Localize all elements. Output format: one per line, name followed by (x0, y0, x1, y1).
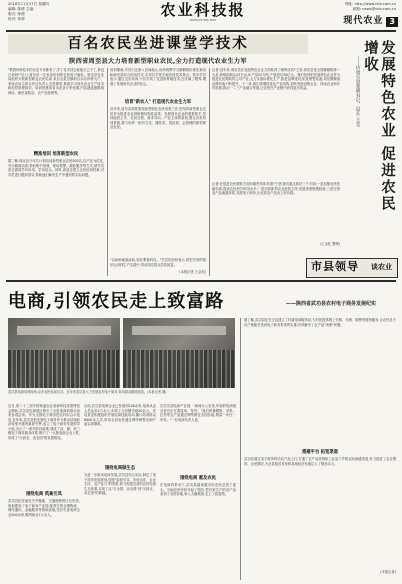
header-editor-line: 编辑: 陈俊 主编: (8, 7, 35, 11)
story2-col-d-text: 据了解,武功县还在全县建立了村级电商服务站,为村民提供网上代购、代销、缴费等便民服务,让农民足不出户就能享受到电子商务带来的实惠,有效解决了农产品"卖难"问题。 (244, 318, 396, 327)
header-email[interactable]: 邮箱: news@nkb.com.cn (352, 7, 396, 11)
side-slogan: 发展特色农业 促进农民增收 (362, 40, 396, 213)
story2-col-c2-text: 在电商的带动下,武功县越来越多的农民尝到了甜头。当地农民纷纷开起了网店,把自家生产的农产品卖到了全国各地,收入大幅增加,走上了致富路。 (160, 483, 236, 496)
page-number: 3 (386, 17, 398, 27)
band-tail: 谈农业 (371, 263, 392, 271)
story2-subtitle-b: 围绕电商做生态 (104, 466, 136, 471)
section-label (300, 16, 398, 28)
header-website[interactable]: 网址: http://www.nkb.com.cn (344, 2, 396, 6)
story2-col-c-text: 在武功县电商产业园,一间间办公室里,年轻的电商创业者们正忙着接单、发货。"我们的猕猴桃、苹果、红枣等农产品通过网络销往全国各地,销量一年比一年好。"一位电商负责人说。 (160, 404, 236, 422)
header-rule (6, 30, 396, 32)
story2-col-b-text: 目前,武功县电商企业已发展到100余家,电商从业人员达到2万余人,年网上交易额突破20亿元。武功县还积极组织开展电商技能培训,累计培训群众8000余人次,带动全县农民通过网络销售农副产品实现增收。 (84, 404, 156, 426)
story1-col1b-text: 据了解,周至县今年共计划培训新型职业农民500名,以产业为依托,突出精准培训,采取集中授课、现场观摩、跟踪服务等方式,使学员真正做到学有所用、学用结合。同时,该县还建立农民培训档案,对学员进行跟踪指导,帮助他们解决生产中遇到的实际问题。 (8, 159, 104, 177)
header-layout-line: 版式: 陈俊 (8, 12, 25, 16)
photo-classroom-right (123, 318, 235, 388)
header-proof-line: 校对: 郭翠 (8, 17, 25, 21)
header-right-info (284, 2, 396, 12)
story-separator (6, 280, 396, 282)
story2-subhead: ——陕西省武功县农村电子商务发展纪实 (286, 301, 377, 307)
column-rule (209, 68, 210, 276)
story1-col2-text: 培训期间,学员们还深入田间地头,现场观摩学习猕猴桃标准化栽培和病虫害综合防治技术,专家们手把手地传授技术要点。很多学员表示,通过这次培训,不仅学到了先进的种植技术,还开阔了眼界,增强了发展现代农业的信心。 (110, 68, 206, 86)
story1-col3-byline: (王金柱 整理) (319, 242, 340, 246)
story1-subhead: 陕西省周至县大力培育新型职业农民,全力打造现代农业生力军 (69, 58, 247, 65)
story1-col3-text: 记者:近年来,周至县在发展特色农业方面取得了哪些成效?王莹:周至县是全国猕猴桃第一大县,种植面积达43万亩,年产量52万吨,产值超过30亿元。我们坚持把发展特色农业作为促进农民增收的主导产业,大力实施标准化生产,推进品牌建设,拓宽销售渠道,周至猕猴桃品牌价值不断提升。下一步,我们将继续优化产业结构,加快发展设施农业、休闲农业和乡村旅游,推动一二三产业融合发展,让农民在产业链中获得更多收益。 (212, 68, 340, 90)
photo-crowd (8, 350, 120, 389)
story2-headline: 电商,引领农民走上致富路 (8, 291, 225, 312)
masthead (128, 2, 278, 24)
story2-subtitle-a: 围绕电商 筑巢引凤 (26, 492, 62, 497)
story2-col-a-text: 近日,第二十三届中国杨凌农业高新科技成果博览会期间,武功县电商展区吸引了大批客商和群众前来参观洽谈。作为全国电子商务进农村综合示范县,近年来,武功县把发展电子商务作为推动县域经济转型升级的重要引擎,成立了电子商务发展领导小组,出台了一系列扶持政策,建成了县、镇、村三级电子商务服务体系,吸引了一大批电商企业入驻,形成了"买西北、卖全国"的发展格局。 (8, 404, 80, 440)
story1-subtitle-1: 精准培训 培育新型农民 (33, 152, 79, 157)
photo-banner (17, 326, 111, 334)
story2-col-d2-text: 武功县通过电子商务带动农产品上行,打通了农产品进城和工业品下乡的双向流通渠道,有力促进了农业增效、农民增收,为全县脱贫攻坚和县域经济发展注入了强劲动力。 (244, 457, 396, 466)
header-date-line: 2016年11月17日 星期四 (8, 2, 49, 6)
story2-col-b2-text: 为进一步推动电商发展,武功县结合实际,制定了电子商务发展规划,按照"政府引导、市场运作、企业主体、农户参与"的思路,着力构建完善的农村电商生态体系,实现了从"买全国、卖全国"到"买西北、卖全国"的跨越。 (84, 473, 156, 495)
story2-byline: (本报记者) (380, 570, 396, 574)
story2-col-a2-text: 武功县依托地处关中腹地、交通便利的区位优势,规划建设了电子商务产业园,配套完善仓储物流、网络通讯、金融服务等基础设施,先后引进电商企业200余家,吸纳就业1万余人。 (8, 499, 80, 517)
column-rule (240, 318, 241, 580)
story1-byline: (本报记者 王金柱) (179, 270, 206, 274)
header-left-info (8, 2, 128, 22)
story1-col3b-text: 记者:在促进农民增收方面有哪些具体举措?王莹:我们重点抓好三个方面:一是加强农民技能培训,提高农民科学种田水平;二是培育新型农业经营主体,发展适度规模经营;三是完善农产品流通体系,发展电子商务,让优质农产品卖上好价钱。 (212, 182, 340, 195)
story1-col2b-text: 近年来,周至县高度重视新型职业农民培育工作,把培育新型职业农民作为推进农业供给侧结构性改革、发展现代农业的重要抓手,坚持政府主导、农民自愿、需求导向、产业主体的原则,整合各类培训资源,着力培养一批有文化、懂技术、善经营、会管理的新型职业农民。 (110, 107, 206, 129)
section-name: 现代农业 (343, 16, 384, 26)
side-interview-subtitle: ——访周至县委副书记、县长 王莹 (355, 56, 360, 127)
leaders-column-band (306, 258, 398, 278)
column-rule (107, 68, 108, 276)
story1-col2c-text: "以前种地靠经验,现在要靠科技。"学员们纷纷表示,将把学到的知识运用到生产实践中,带动周边群众共同致富。 (110, 258, 206, 267)
story2-subtitle-d: 搭建平台 拓宽渠道 (302, 450, 338, 455)
story1-subtitle-2: 培育"新农人" 打造现代农业生力军 (124, 100, 192, 105)
band-title: 市县领导 (311, 260, 359, 273)
story1-headline: 百名农民坐进课堂学技术 (8, 34, 308, 54)
story2-subtitle-c: 围绕电商 惠及农民 (180, 476, 216, 481)
photo-crowd (123, 350, 235, 389)
photo-banner (132, 326, 226, 334)
masthead-subtitle: NONGYE KEJI BAO (189, 18, 217, 22)
photo-classroom-left (8, 318, 120, 388)
photo-caption: 武功县电商培训现场,众多农民参加学习。近年来武功县大力发展农村电子商务,带动群众增收致富。(本报记者 摄) (8, 390, 167, 394)
story1-col1-text: "教我种养技术的农业专家都来了,学了技术回去就能自己干了,真没白来呀!"近日,周至县一位参加培训的农民高兴地说。周至县农业局组织开展新型职业农民培训,来自全县各镇的百余名种养大户、家庭农场主和合作社负责人走进课堂,系统学习现代农业生产技术和经营管理知识。培训班邀请省市农业专家授课,内容涵盖猕猴桃栽培、病虫害防治、农产品营销等。 (8, 68, 104, 95)
masthead-title: 农业科技报 (160, 1, 246, 19)
